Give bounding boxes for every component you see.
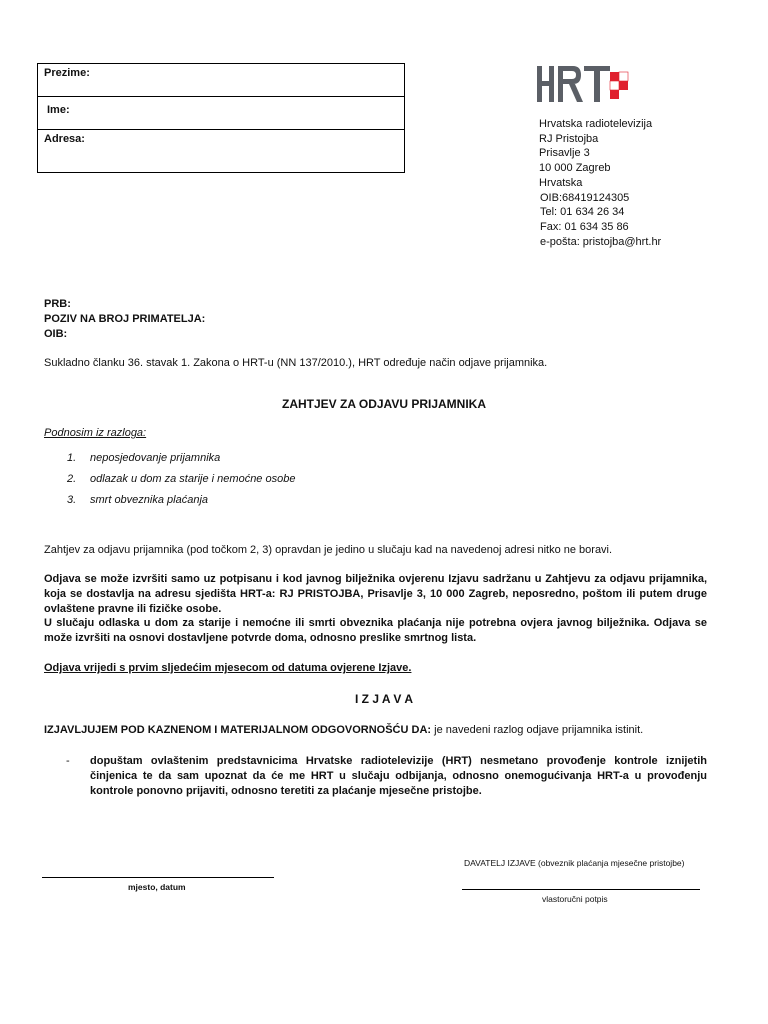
prb-label: PRB: — [44, 298, 71, 310]
surname-label: Prezime: — [44, 67, 90, 79]
izjava-title: I Z J A V A — [354, 692, 413, 706]
form-title: ZAHTJEV ZA ODJAVU PRIJAMNIKA — [281, 397, 487, 411]
note-text: Zahtjev za odjavu prijamnika (pod točkom 2, 3) opravdan je jedino u slučaju kad na navedenoj adresi nitko ne boravi. — [44, 544, 613, 556]
exception-paragraph: U slučaju odlaska u dom za starije i nemoćne ili smrti obveznika plaćanja nije potrebna ovjera javnog bilježnika. Odjava se može izvršiti na osnovi dostavljene potvrde doma, odnosno preslike smrtnog lista. — [44, 617, 707, 644]
recipient-line: Fax: 01 634 35 86 — [540, 220, 629, 233]
reason-number: 2. — [67, 473, 77, 485]
reason-item — [67, 451, 567, 466]
recipient-line: 10 000 Zagreb — [539, 162, 611, 175]
recipient-line: OIB:68419124305 — [540, 191, 630, 204]
address-label: Adresa: — [44, 133, 85, 145]
declarant-note: (obveznik plaćanja mjesečne pristojbe) — [538, 858, 685, 868]
address-field[interactable] — [38, 130, 404, 172]
declarant-heading — [464, 856, 684, 871]
reason-number: 3. — [67, 494, 77, 506]
reasons-heading: Podnosim iz razloga: — [44, 427, 147, 439]
oib-label: OIB: — [44, 327, 68, 340]
surname-field[interactable] — [38, 64, 404, 97]
declarant-label: DAVATELJ IZJAVE — [464, 858, 536, 868]
validity-text: Odjava vrijedi s prvim sljedećim mjesecom od datuma ovjerene Izjave. — [44, 662, 412, 674]
reason-text: neposjedovanje prijamnika — [90, 452, 221, 464]
recipient-line: e-pošta: pristojba@hrt.hr — [540, 235, 662, 248]
name-label: Ime: — [47, 104, 70, 116]
reason-number: 1. — [67, 452, 77, 464]
payment-references — [44, 297, 205, 341]
recipient-address — [539, 117, 754, 249]
hrt-logo-icon — [537, 66, 633, 102]
recipient-line: Hrvatska radiotelevizija — [539, 118, 653, 130]
recipient-line: Tel: 01 634 26 34 — [540, 206, 625, 219]
bullet-dash: - — [66, 755, 70, 767]
recipient-line: Prisavlje 3 — [539, 147, 590, 160]
reason-text: smrt obveznika plaćanja — [90, 494, 209, 506]
signature-line[interactable] — [462, 889, 700, 890]
declaration-bold: IZJAVLJUJEM POD KAZNENOM I MATERIJALNOM ODGOVORNOŠĆU DA: — [44, 724, 432, 736]
declaration-rest: je navedeni razlog odjave prijamnika istinit. — [431, 724, 644, 736]
poziv-label: POZIV NA BROJ PRIMATELJA: — [44, 312, 206, 325]
name-field[interactable] — [38, 97, 404, 130]
reason-item — [67, 493, 567, 508]
recipient-line: Hrvatska — [539, 176, 583, 189]
declaration-text — [44, 723, 734, 738]
applicant-box — [37, 63, 405, 173]
intro-text: Sukladno članku 36. stavak 1. Zakona o HRT-u (NN 137/2010.), HRT određuje način odjave prijamnika. — [44, 357, 548, 369]
signature-label: vlastoručni potpis — [542, 894, 608, 904]
reason-text: odlazak u dom za starije i nemoćne osobe — [90, 473, 296, 485]
place-date-label: mjesto, datum — [128, 882, 186, 892]
place-date-line[interactable] — [42, 877, 274, 878]
consent-text: dopuštam ovlaštenim predstavnicima Hrvatske radiotelevizije (HRT) nesmetano provođenje kontrole iznijetih činjenica te da sam upoznat da će me HRT u slučaju odbijanja, odnosno onemogućivanja HRT-a u provođenju kontrole ponovno prijaviti, odnosno teretiti za plaćanje mjesečne pristojbe. — [90, 755, 707, 797]
recipient-line: RJ Pristojba — [539, 132, 599, 145]
reason-item — [67, 472, 567, 487]
submission-paragraph: Odjava se može izvršiti samo uz potpisanu i kod javnog bilježnika ovjerenu Izjavu sadržanu u Zahtjevu za odjavu prijamnika, koja se dostavlja na adresu sjedišta HRT-a: RJ PRISTOJBA, Prisavlje 3, 10 000 Zagreb, neposredno, poštom ili putem druge ovlaštene pravne ili fizičke osobe. — [44, 573, 707, 615]
